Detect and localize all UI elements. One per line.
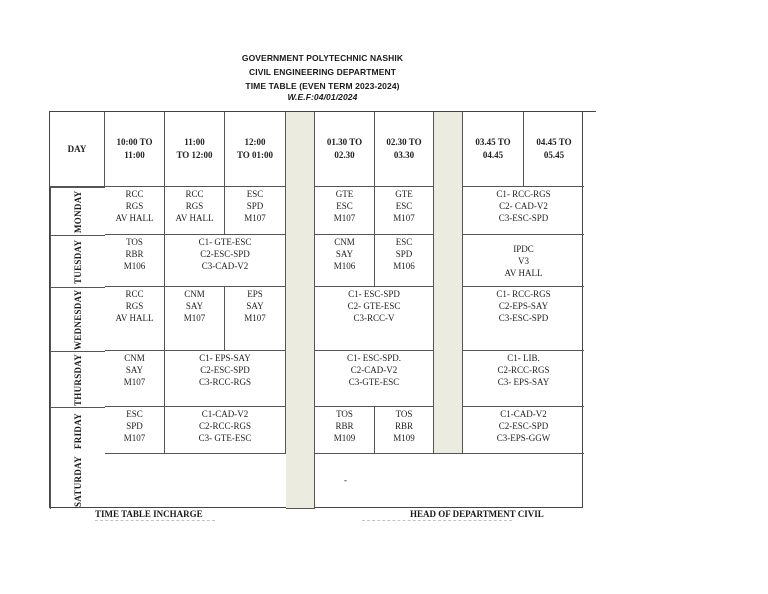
wednesday-slot-1: RCC RGS AV HALL [105, 287, 165, 351]
slot-header-7: 04.45 TO 05.45 [524, 112, 584, 187]
slot-header-1: 10:00 TO 11:00 [105, 112, 165, 187]
header-title: TIME TABLE (EVEN TERM 2023-2024) [245, 81, 400, 91]
wednesday-slot-2: CNM SAY M107 [165, 287, 225, 351]
monday-slot-4: GTE ESC M107 [315, 187, 375, 235]
wednesday-slot-6-7: C1- RCC-RGS C2-EPS-SAY C3-ESC-SPD [463, 287, 584, 351]
monday-slot-2: RCC RGS AV HALL [165, 187, 225, 235]
friday-slot-5: TOS RBR M109 [375, 407, 434, 454]
day-wednesday: WEDNESDAY [50, 287, 105, 351]
footer-head-of-department: HEAD OF DEPARTMENT CIVIL [410, 509, 544, 519]
saturday-entry: - [344, 475, 347, 485]
day-header: DAY [50, 112, 105, 187]
saturday-right [315, 454, 584, 509]
timetable-grid [49, 111, 583, 508]
monday-slot-5: GTE ESC M107 [375, 187, 434, 235]
footer-left-underline [95, 520, 215, 523]
thursday-slot-1: CNM SAY M107 [105, 351, 165, 407]
thursday-slot-2-3: C1- EPS-SAY C2-ESC-SPD C3-RCC-RGS [165, 351, 286, 407]
friday-slot-6-7: C1-CAD-V2 C2-ESC-SPD C3-EPS-GGW [463, 407, 584, 454]
day-friday: FRIDAY [50, 407, 105, 454]
lunch-break-column [286, 112, 315, 509]
tuesday-slot-2-3: C1- GTE-ESC C2-ESC-SPD C3-CAD-V2 [165, 235, 286, 287]
day-saturday: SATURDAY [50, 454, 105, 509]
tuesday-slot-5: ESC SPD M106 [375, 235, 434, 287]
footer-right-underline [362, 520, 512, 523]
monday-slot-1: RCC RGS AV HALL [105, 187, 165, 235]
monday-slot-3: ESC SPD M107 [225, 187, 286, 235]
header-institution: GOVERNMENT POLYTECHNIC NASHIK [241, 53, 404, 63]
slot-header-6: 03.45 TO 04.45 [463, 112, 524, 187]
tuesday-slot-4: CNM SAY M106 [315, 235, 375, 287]
slot-header-3: 12:00 TO 01:00 [225, 112, 286, 187]
footer-timetable-incharge: TIME TABLE INCHARGE [95, 509, 203, 519]
slot-header-2: 11:00 TO 12:00 [165, 112, 225, 187]
day-tuesday: TUESDAY [50, 235, 105, 287]
wednesday-slot-3: EPS SAY M107 [225, 287, 286, 351]
thursday-slot-4-5: C1- ESC-SPD. C2-CAD-V2 C3-GTE-ESC [315, 351, 434, 407]
header-department: CIVIL ENGINEERING DEPARTMENT [249, 67, 396, 77]
friday-slot-4: TOS RBR M109 [315, 407, 375, 454]
header-wef: W.E.F:04/01/2024 [287, 92, 358, 102]
day-monday: MONDAY [50, 187, 105, 235]
day-thursday: THURSDAY [50, 351, 105, 407]
table-edge-line [582, 111, 596, 112]
tea-break-column [434, 112, 463, 454]
saturday-left [105, 454, 286, 509]
friday-slot-2-3: C1-CAD-V2 C2-RCC-RGS C3- GTE-ESC [165, 407, 286, 454]
friday-slot-1: ESC SPD M107 [105, 407, 165, 454]
thursday-slot-6-7: C1- LIB. C2-RCC-RGS C3- EPS-SAY [463, 351, 584, 407]
monday-slot-6-7: C1- RCC-RGS C2- CAD-V2 C3-ESC-SPD [463, 187, 584, 235]
tuesday-slot-1: TOS RBR M106 [105, 235, 165, 287]
slot-header-4: 01.30 TO 02.30 [315, 112, 375, 187]
wednesday-slot-4-5: C1- ESC-SPD C2- GTE-ESC C3-RCC-V [315, 287, 434, 351]
tuesday-slot-6-7: IPDC V3 AV HALL [463, 235, 584, 287]
slot-header-5: 02.30 TO 03.30 [375, 112, 434, 187]
